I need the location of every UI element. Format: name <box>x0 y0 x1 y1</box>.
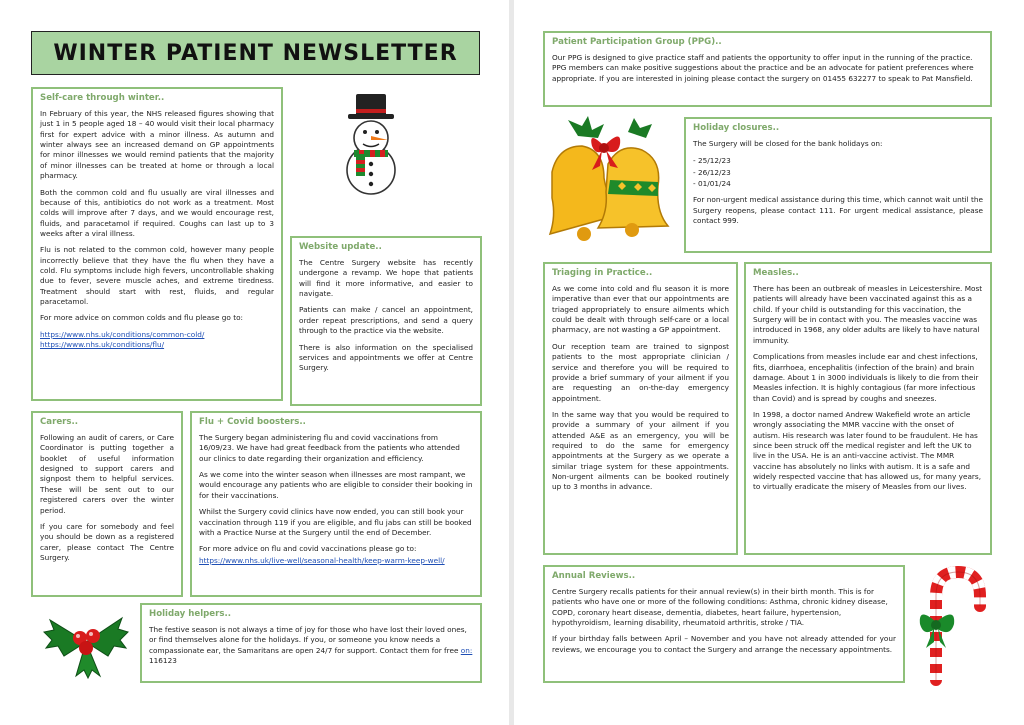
closure-date: - 26/12/23 <box>693 167 731 177</box>
carers-box <box>31 411 183 597</box>
self-care-heading: Self-care through winter.. <box>40 93 165 103</box>
triaging-paragraph: In the same way that you would be required to provide a summary of your ailment if you attended A&E as an emergency, you will be required to do the same for emergency appointments at the Surgery as we operate a similar triage system for these appointments. Non-urgent ailments can be booked routinely up to 3 months in advance. <box>552 409 729 492</box>
website-update-paragraph: There is also information on the specialised services and appointments we offer at Centre Surgery. <box>299 342 473 373</box>
boosters-paragraph: For more advice on flu and covid vaccinations please go to: <box>199 544 417 554</box>
self-care-paragraph: For more advice on common colds and flu please go to: <box>40 313 243 323</box>
flu-link[interactable]: https://www.nhs.uk/conditions/flu/ <box>40 340 165 350</box>
boosters-paragraph: Whilst the Surgery covid clinics have now ended, you can still book your vaccination through 119 if you are eligible, and flu jabs can still be booked with a Practice Nurse at the Surgery until the end of December. <box>199 507 472 537</box>
website-update-heading: Website update.. <box>299 242 382 252</box>
carers-paragraph: If you care for somebody and feel you should be down as a registered carer, please contact The Centre Surgery. <box>40 521 174 562</box>
carers-heading: Carers.. <box>40 417 79 427</box>
candy-cane-icon <box>912 562 992 686</box>
measles-paragraph: In 1998, a doctor named Andrew Wakefield wrote an article wrongly associating the MMR vaccine with the onset of autism. His research was later found to be fraudulent. He has since been struck off the medical register and left the UK to live in the USA. He is an anti-vaccine activist. The MMR vaccine has absolutely no links with autism. It is a safe and widely respected vaccine that has allowed us, for many years, to virtually eradicate the misery of Measles from our lives. <box>753 409 982 492</box>
boosters-paragraph: The Surgery began administering flu and covid vaccinations from 16/09/23. We have had great feedback from the patients who attended our clinics to date regarding their organization and efficiency. <box>199 433 460 463</box>
triaging-paragraph: As we come into cold and flu season it is more imperative than ever that our appointments are triaged appropriately to ensure ailments which could be dealt with through self-care or a local pharmacy, are not wasting a GP appointment. <box>552 284 729 335</box>
helpers-heading: Holiday helpers.. <box>149 609 232 619</box>
website-update-box <box>290 236 482 406</box>
samaritans-link[interactable]: on: <box>460 645 473 655</box>
newsletter-title-box <box>31 31 480 75</box>
annual-reviews-box <box>543 565 905 683</box>
triaging-box <box>543 262 738 555</box>
reviews-paragraph: Centre Surgery recalls patients for their annual review(s) in their birth month. This is for patients who have one or more of the following conditions: Asthma, chronic kidney disease, COPD, coronary heart disease, dementia, diabetes, heart failure, hypertension, hypothyroidism, learning disability, rheumatoid arthritis, stroke / TIA. <box>552 587 888 628</box>
closure-dates-list <box>693 155 983 189</box>
ppg-paragraph: Our PPG is designed to give practice staff and patients the opportunity to offer input in the running of the practice. PPG members can make positive suggestions about the practice and be an advocate for patient preferences where appropriate. If you are interested in joining please contact the surgery on 01455 632277 to speak to Pat Mansfield. <box>552 53 974 83</box>
carers-paragraph: Following an audit of carers, or Care Coordinator is putting together a booklet of useful information designed to support carers and signpost them to helpful services. These will be sent out to our registered carers over the winter period. <box>40 433 174 515</box>
measles-box <box>744 262 992 555</box>
closure-date: - 01/01/24 <box>693 178 731 188</box>
snowman-icon <box>328 90 414 196</box>
reviews-heading: Annual Reviews.. <box>552 571 636 581</box>
website-update-paragraph: The Centre Surgery website has recently undergone a revamp. We hope that patients will find it more informative, and easier to navigate. <box>299 258 473 299</box>
triaging-heading: Triaging in Practice.. <box>552 268 653 278</box>
newsletter-title: WINTER PATIENT NEWSLETTER <box>53 40 458 66</box>
closure-date: - 25/12/23 <box>693 156 731 166</box>
samaritans-number: 116123 <box>149 656 177 666</box>
helpers-text: The festive season is not always a time of joy for those who have lost their loved ones, or find themselves alone for the holidays. If you, or someone you know needs a compassionate ear, the Samaritans are open 24/7 for support. Contact them for free <box>149 625 467 655</box>
holly-icon <box>40 602 132 680</box>
self-care-paragraph: In February of this year, the NHS released figures showing that just 1 in 5 people aged 18 – 40 would visit their local pharmacy first for expert advice with a minor illness. As autumn and winter always see an increased demand on GP appointments for minor illnesses we would remind patients that the majority of minor illnesses can be treated at home or through a local pharmacy. <box>40 109 274 181</box>
self-care-paragraph: Flu is not related to the common cold, however many people incorrectly believe that they have the flu when they have a cold. Flu symptoms include high fevers, uncontrollable shaking due to fever, severe muscle aches, and extreme tiredness. Treatment should start with rest, fluids, and regular paracetamol. <box>40 245 274 307</box>
self-care-box <box>31 87 283 401</box>
closures-intro: The Surgery will be closed for the bank holidays on: <box>693 139 883 148</box>
ppg-heading: Patient Participation Group (PPG).. <box>552 37 722 47</box>
flu-covid-boosters-box <box>190 411 482 597</box>
holiday-closures-box <box>684 117 992 253</box>
measles-paragraph: Complications from measles include ear and chest infections, fits, diarrhoea, encephalitis (infection of the brain) and brain damage. About 1 in 3000 individuals is likely to die from their Measles infection. It is highly contagious (far more infectious than Covid) and is spread by coughs and sneezes. <box>753 352 979 403</box>
closures-paragraph: For non-urgent medical assistance during this time, which cannot wait until the Surgery reopens, please contact 111. For urgent medical assistance, please contact 999. <box>693 195 983 225</box>
boosters-paragraph: As we come into the winter season when illnesses are most rampant, we would encourage any patients who are eligible to consider their booking in for their vaccinations. <box>199 470 473 500</box>
closures-heading: Holiday closures.. <box>693 123 780 133</box>
triaging-paragraph: Our reception team are trained to signpost patients to the most appropriate clinician / service and therefore you will be required to provide a brief summary of your ailment if you are requesting an on-the-day emergency appointment. <box>552 341 729 403</box>
holiday-helpers-box <box>140 603 482 683</box>
boosters-heading: Flu + Covid boosters.. <box>199 417 306 427</box>
reviews-paragraph: If your birthday falls between April – November and you have not already attended for your reviews, we encourage you to contact the Surgery and arrange the necessary appointments. <box>552 634 896 654</box>
ppg-box <box>543 31 992 107</box>
measles-paragraph: There has been an outbreak of measles in Leicestershire. Most patients will already have been vaccinated against this as a child. If your child is outstanding for this vaccination, the Surgery will be in contact with you. The measles vaccine was introduced in 1968, any older adults are likely to have natural immunity. <box>753 284 983 345</box>
self-care-paragraph: Both the common cold and flu usually are viral illnesses and because of this, antibiotics do not work as a treatment. Most colds will improve after 7 days, and we would encourage rest, fluids, and paracetamol if required. Coughs can last up to 3 weeks after a viral illness. <box>40 187 274 238</box>
measles-heading: Measles.. <box>753 268 799 278</box>
bells-icon <box>538 116 680 250</box>
common-cold-link[interactable]: https://www.nhs.uk/conditions/common-cold/ <box>40 329 205 339</box>
website-update-paragraph: Patients can make / cancel an appointment, order repeat prescriptions, and send a query through to the practice via the website. <box>299 305 473 336</box>
keep-warm-link[interactable]: https://www.nhs.uk/live-well/seasonal-health/keep-warm-keep-well/ <box>199 555 445 565</box>
helpers-paragraph <box>149 625 473 666</box>
